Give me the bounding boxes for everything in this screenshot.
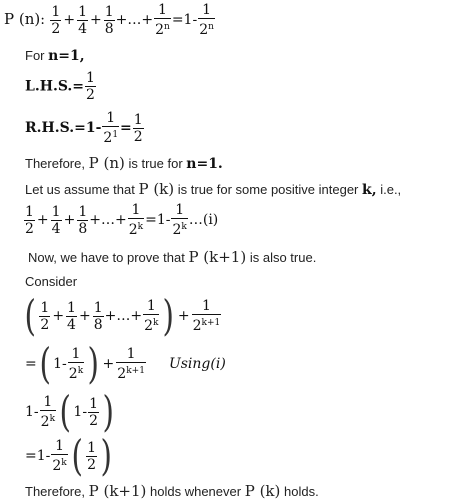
fraction: $\frac{1}{4}$ [78,3,87,37]
ellipsis: +…+ [115,12,154,28]
therefore-pk1: Therefore, P (k+1) holds whenever P (k) holds. [25,482,319,500]
step-factor: 1- $\frac{1}{2^k}$ ( 1- $\frac{1}{2}$ ) [25,387,114,436]
lhs-line: L.H.S.= $\frac{1}{2}$ [25,70,95,103]
using-reference: Using(i) [168,356,226,372]
fraction: $\frac{1}{2}$ [86,70,95,103]
prove-pk1: Now, we have to prove that P (k+1) is also true. [28,248,317,266]
fraction: $\frac{1}{2^k}$ [68,346,84,382]
fraction: $\frac{1}{2^{k+1}}$ [117,346,145,382]
fraction: $\frac{1}{2^{k+1}}$ [192,298,221,334]
rhs-line: R.H.S.=1- $\frac{1}{2^1}$ = $\frac{1}{2}$ [25,110,143,146]
fraction: $\frac{1}{2^k}$ [144,298,159,334]
fraction: $\frac{1}{2^n}$ [155,2,170,38]
for-n-1: For n=1, [25,48,85,64]
assume-pk: Let us assume that P (k) is true for some positive integer k, i.e., [25,180,402,198]
consider-label: Consider [25,274,78,289]
equation-i: $\frac{1}{2}$ + $\frac{1}{4}$ + $\frac{1}{8}$ +…+ $\frac{1}{2^k}$ =1- $\frac{1}{2^k}$ …(i) [25,202,219,238]
left-paren: ( [24,291,36,340]
fraction: $\frac{1}{2^k}$ [128,202,144,238]
equals: =1- [171,12,198,28]
fraction: $\frac{1}{2}$ [87,439,97,473]
fraction: $\frac{1}{8}$ [93,299,103,333]
fraction: $\frac{1}{2}$ [89,395,98,429]
fraction: $\frac{1}{2}$ [40,299,50,333]
fraction: $\frac{1}{2^k}$ [172,202,187,238]
step-using-i: =( 1- $\frac{1}{2^k}$ ) + $\frac{1}{2^{k+1}}$ Using(i) [25,339,226,388]
fraction: $\frac{1}{4}$ [67,299,76,333]
therefore-pn: Therefore, P (n) is true for n=1. [25,154,223,172]
fraction: $\frac{1}{2^n}$ [199,2,214,38]
fraction: $\frac{1}{2^k}$ [40,394,56,430]
step-final: =1- $\frac{1}{2^k}$ ( $\frac{1}{2}$ ) [25,431,113,480]
pn-symbol: P (n) [4,10,41,28]
fraction: $\frac{1}{8}$ [78,203,88,237]
fraction: $\frac{1}{2}$ [133,111,143,145]
statement-pn: P (n): $\frac{1}{2}$ + $\frac{1}{4}$ + $\frac{1}{8}$ +…+ $\frac{1}{2^n}$ =1- $\frac{1}{2^n}$ [4,2,214,38]
fraction: $\frac{1}{2^k}$ [52,438,67,474]
fraction: $\frac{1}{4}$ [51,203,61,237]
colon: : [40,12,45,28]
fraction: $\frac{1}{2}$ [51,3,61,37]
fraction: $\frac{1}{2}$ [25,203,34,237]
consider-expression: ( $\frac{1}{2}$ + $\frac{1}{4}$ + $\frac{1}{8}$ +…+ $\frac{1}{2^k}$ ) + $\frac{1}{2^{k+1}}$ [24,291,221,340]
fraction: $\frac{1}{8}$ [104,3,114,37]
fraction: $\frac{1}{2^1}$ [103,110,119,146]
right-paren: ) [162,291,175,340]
